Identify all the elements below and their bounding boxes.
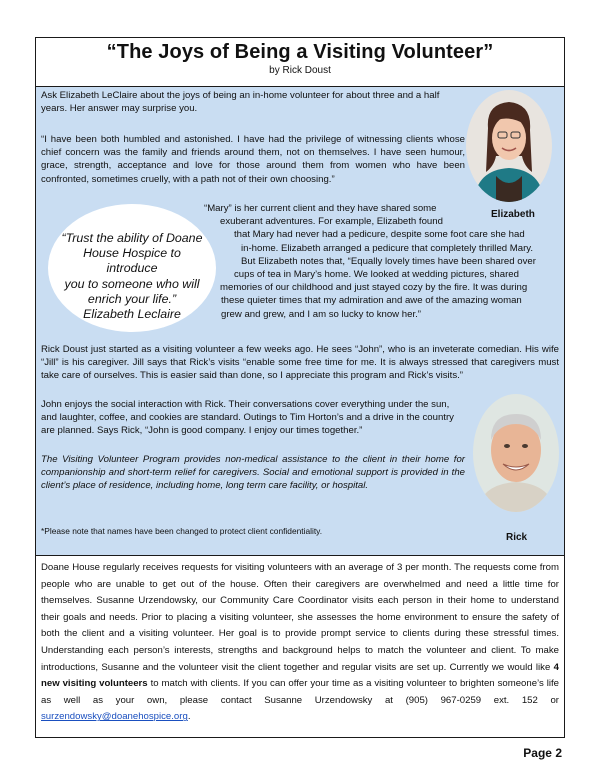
article-title: “The Joys of Being a Visiting Volunteer”: [106, 41, 494, 63]
volunteer-request-paragraph: Doane House regularly receives requests for visiting volunteers with an average of 3 per month. The requests come from people who are unable to get out of the house. Often their caregivers are overwhelmed and need a little time for themselves. Susanne Urzendowsky, our Community Care Coordinator visits each person in their home to understand their goals and needs. Prior to placing a visiting volunteer, she assesses the home environment to ensure the safety of both the client and a visiting volunteer. Her goal is to provide prompt service to clients during these stressful times. Understanding each person’s interests, strengths and background helps to match the volunteer and client. To make introductions, Susanne and the volunteer visit the client together and regular visits are set up. Currently we would like 4 new visiting volunteers to match with clients. If you can offer your time as a visiting volunteer to brighten someone’s life as well as your own, please contact Susanne Urzendowsky at (905) 967-0259 ext. 152 or surzendowsky@doanehospice.org.: [41, 562, 559, 723]
program-description: The Visiting Volunteer Program provides non-medical assistance to the client in their home for companionship and short-term relief for caregivers. Social and emotional support is provided in the client’s place of residence, including home, long term care facility, or hospital.: [41, 454, 465, 492]
elizabeth-photo: [466, 90, 552, 202]
john-paragraph: John enjoys the social interaction with Rick. Their conversations cover everything under the sun, and laughter, coffee, and cookies are standard. Outings to Tim Horton’s and a drive in the country are planned. Says Rick, “John is good company. I enjoy our times together.”: [41, 399, 454, 437]
quote-paragraph: “I have been both humbled and astonished. I have had the privilege of witnessing clients whose chief concern was the family and friends around them, not on themselves. I have seen humour, grace, strength, acceptance and love for those around them from women who have been confronted, sometimes cruelly, with a path not of their own choosing.”: [41, 134, 465, 185]
confidentiality-note: *Please note that names have been changed to protect client confidentiality.: [41, 526, 323, 536]
elizabeth-caption: Elizabeth: [491, 209, 535, 220]
intro-paragraph: Ask Elizabeth LeClaire about the joys of being an in-home volunteer for about three and a half years. Her answer may surprise you.: [41, 90, 440, 115]
rick-portrait-image: [473, 394, 559, 512]
article-panel: [35, 37, 565, 556]
rick-caption: Rick: [506, 532, 528, 543]
pull-quote: “Trust the ability of Doane House Hospice to introduce you to someone who will enrich your life.” Elizabeth Leclaire: [61, 231, 203, 322]
volunteer-count-highlight: 4 new visiting volunteers: [41, 661, 559, 690]
contact-email-link[interactable]: surzendowsky@doanehospice.org: [41, 711, 188, 723]
article-header: [36, 38, 564, 87]
page-number: Page 2: [523, 746, 562, 760]
elizabeth-portrait-image: [466, 90, 552, 202]
volunteer-request-box: [35, 556, 565, 738]
article-byline: by Rick Doust: [269, 65, 331, 76]
rick-photo: [473, 394, 559, 512]
mary-paragraph: “Mary” is her current client and they have shared some exuberant adventures. For example, Elizabeth found that Mary had never had a pedicure, despite some foot care she had in-home. Elizabeth arranged a pedicure that completely thrilled Mary. But Elizabeth notes that, “Equally lovely times have been shared over cups of tea in Mary’s home. We looked at wedding pictures, shared memories of our childhood and just stayed cozy by the fire. It was during these quieter times that my admiration and awe of the amazing woman grew and grew, and I am so lucky to know her.”: [204, 203, 536, 320]
rick-intro-paragraph: Rick Doust just started as a visiting volunteer a few weeks ago. He sees “John”, who is an inveterate comedian. His wife “Jill” is his caregiver. Jill says that Rick’s visits “enable some free time for me. It is always stressed that caregivers must take care of ourselves. This is easier said than done, so I appreciate this program and Rick’s visits.”: [41, 344, 559, 382]
